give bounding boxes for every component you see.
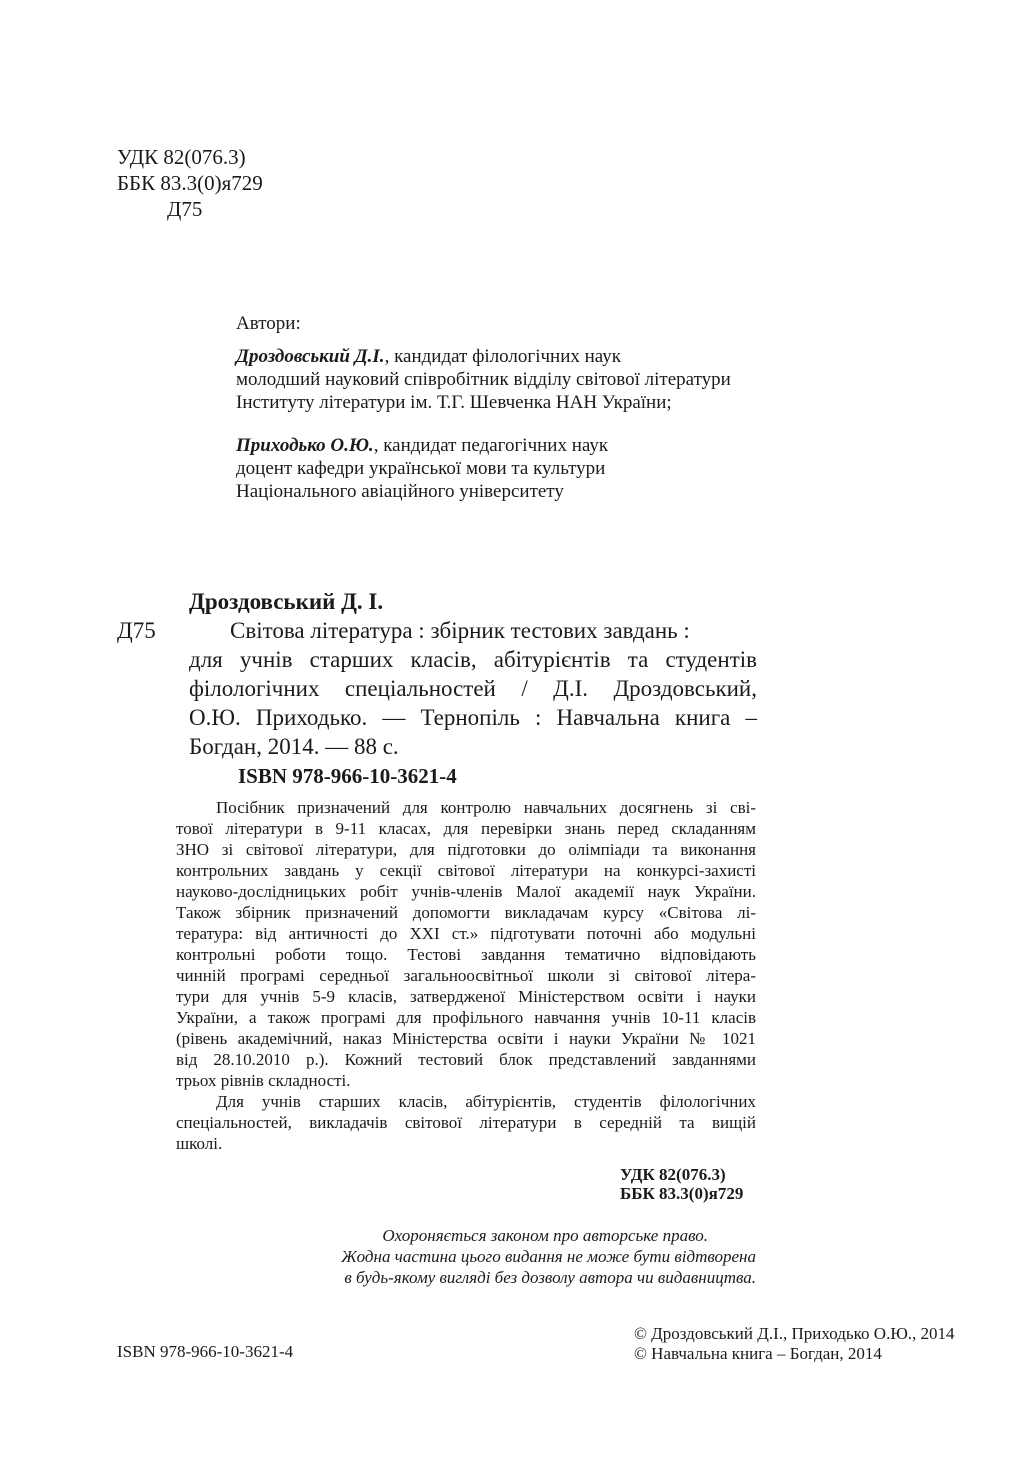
annotation-line: ЗНО зі світової літератури, для підготовки до олімпіади та виконання	[176, 840, 756, 859]
catalog-line-2: для учнів старших класів, абітурієнтів та студентів	[189, 647, 757, 672]
footer-copyright-authors: © Дроздовський Д.І., Приходько О.Ю., 2014	[634, 1324, 955, 1343]
annotation-line: України, а також програмі для профільного навчання учнів 10-11 класів	[176, 1008, 756, 1027]
author2-degree: , кандидат педагогічних наук	[373, 435, 609, 456]
author2-line2: доцент кафедри української мови та культури	[236, 458, 606, 479]
catalog-mark: Д75	[117, 618, 156, 643]
index-udk: УДК 82(076.3)	[620, 1165, 726, 1184]
bbk-code: ББК 83.3(0)я729	[117, 171, 263, 195]
annotation-line: науково-дослідницьких робіт учнів-членів Малої академії наук України.	[176, 882, 756, 901]
annotation-line: спеціальностей, викладачів світової літератури в середній та вищій	[176, 1113, 756, 1132]
copyright-notice	[290, 1225, 756, 1288]
annotation-line: контрольних завдань у секції світової літератури на конкурсі-захисті	[176, 861, 756, 880]
udk-code: УДК 82(076.3)	[117, 145, 246, 169]
footer-copyright-publisher: © Навчальна книга – Богдан, 2014	[634, 1344, 882, 1363]
annotation-line: школі.	[176, 1134, 223, 1153]
annotation-line: чинній програмі середньої загальноосвітньої школи зі світової літера-	[176, 966, 756, 985]
annotation-line: Для учнів старших класів, абітурієнтів, студентів філологічних	[216, 1092, 756, 1111]
author1-line3: Інституту літератури ім. Т.Г. Шевченка НАН України;	[236, 392, 672, 413]
annotation-line: контрольні роботи тощо. Тестові завдання тематично відповідають	[176, 945, 756, 964]
author1-line1	[236, 345, 621, 368]
annotation-line: (рівень академічний, наказ Міністерства освіти і науки України № 1021	[176, 1029, 756, 1048]
catalog-isbn: ISBN 978-966-10-3621-4	[238, 764, 457, 788]
annotation-line: трьох рівнів складності.	[176, 1071, 351, 1090]
copyright-notice-line: Жодна частина цього видання не може бути відтворена	[341, 1247, 756, 1266]
author2-line1	[236, 434, 608, 457]
author1-line2: молодший науковий співробітник відділу світової літератури	[236, 369, 731, 390]
annotation-line: від 28.10.2010 р.). Кожний тестовий блок представлений завданнями	[176, 1050, 756, 1069]
copyright-notice-line: в будь-якому вигляді без дозволу автора чи видавництва.	[344, 1268, 756, 1287]
annotation-line: Посібник призначений для контролю навчальних досягнень зі сві-	[216, 798, 756, 817]
catalog-line-3: філологічних спеціальностей / Д.І. Дроздовський,	[189, 676, 757, 701]
annotation-line: тової літератури в 9-11 класах, для перевірки знань перед складанням	[176, 819, 756, 838]
author-mark: Д75	[167, 197, 203, 221]
author2-name: Приходько О.Ю.	[236, 435, 374, 456]
annotation-line: тури для учнів 5-9 класів, затвердженої Міністерством освіти і науки	[176, 987, 756, 1006]
catalog-line-4: О.Ю. Приходько. — Тернопіль : Навчальна книга –	[189, 705, 757, 730]
catalog-line-1: Світова література : збірник тестових завдань :	[230, 618, 690, 643]
footer-isbn: ISBN 978-966-10-3621-4	[117, 1342, 294, 1361]
annotation-line: тература: від античності до XXI ст.» підготувати поточні або модульні	[176, 924, 756, 943]
annotation-para1	[176, 797, 756, 1154]
catalog-line-5: Богдан, 2014. — 88 с.	[189, 734, 399, 759]
copyright-notice-line: Охороняється законом про авторське право.	[382, 1226, 708, 1245]
author1-name: Дроздовський Д.І.	[236, 346, 385, 367]
catalog-heading-author: Дроздовський Д. І.	[189, 589, 384, 614]
author2-line3: Національного авіаційного університету	[236, 481, 564, 502]
index-bbk: ББК 83.3(0)я729	[620, 1184, 744, 1203]
authors-heading: Автори:	[236, 313, 301, 334]
annotation-line: Також збірник призначений допомогти викладачам курсу «Світова лі-	[176, 903, 756, 922]
author1-degree: , кандидат філологічних наук	[384, 346, 621, 367]
